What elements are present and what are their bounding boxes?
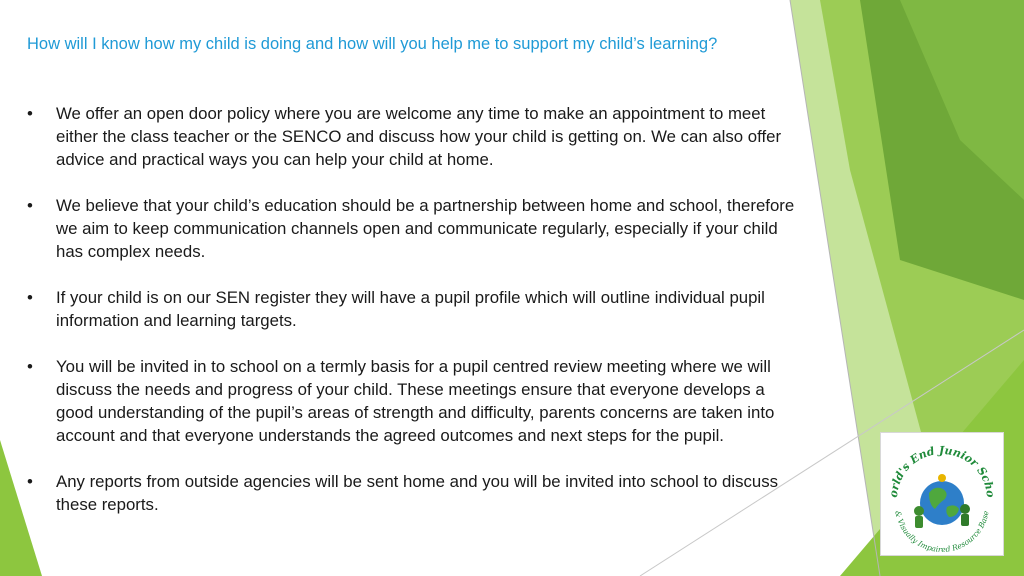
bullet-text: Any reports from outside agencies will be sent home and you will be invited into school to discuss these reports. (56, 472, 778, 514)
bullet-item (27, 355, 797, 447)
bullet-item (27, 470, 797, 516)
logo-text-bottom: & Visually Impaired Resource Base (893, 509, 991, 555)
child-figure-left-body-icon (915, 516, 923, 528)
globe-icon (920, 481, 964, 525)
bullet-dot: • (27, 472, 33, 491)
bullet-dot: • (27, 357, 33, 376)
logo-text-top: orld's End Junior Scho (886, 443, 998, 499)
child-figure-right-icon (960, 504, 970, 514)
child-figure-right-body-icon (961, 514, 969, 526)
bullet-dot: • (27, 288, 33, 307)
bullet-item (27, 194, 797, 263)
bullet-text: You will be invited in to school on a termly basis for a pupil centred review meeting where we will discuss the needs and progress of your child. These meetings ensure that everyone develops a good understanding of the pupil’s areas of strength and difficulty, parents concerns are taken into account and that everyone understands the agreed outcomes and next steps for the pupil. (56, 357, 775, 445)
bullet-item (27, 102, 797, 171)
bullet-text: We believe that your child’s education should be a partnership between home and school, therefore we aim to keep communication channels open and communicate regularly, especially if your child has complex needs. (56, 196, 795, 261)
bullet-dot: • (27, 104, 33, 123)
slide-title: How will I know how my child is doing and how will you help me to support my child’s learning? (27, 35, 718, 53)
bullet-dot: • (27, 196, 33, 215)
bullet-item (27, 286, 797, 332)
bullet-list (27, 102, 797, 539)
school-logo (880, 432, 1004, 556)
bullet-text: We offer an open door policy where you are welcome any time to make an appointment to meet either the class teacher or the SENCO and discuss how your child is getting on. We can also offer advice and practical ways you can help your child at home. (56, 104, 782, 169)
child-figure-left-icon (914, 506, 924, 516)
bullet-text: If your child is on our SEN register they will have a pupil profile which will outline individual pupil information and learning targets. (56, 288, 765, 330)
school-logo-graphic (881, 433, 1003, 555)
child-figure-top-icon (938, 474, 946, 482)
